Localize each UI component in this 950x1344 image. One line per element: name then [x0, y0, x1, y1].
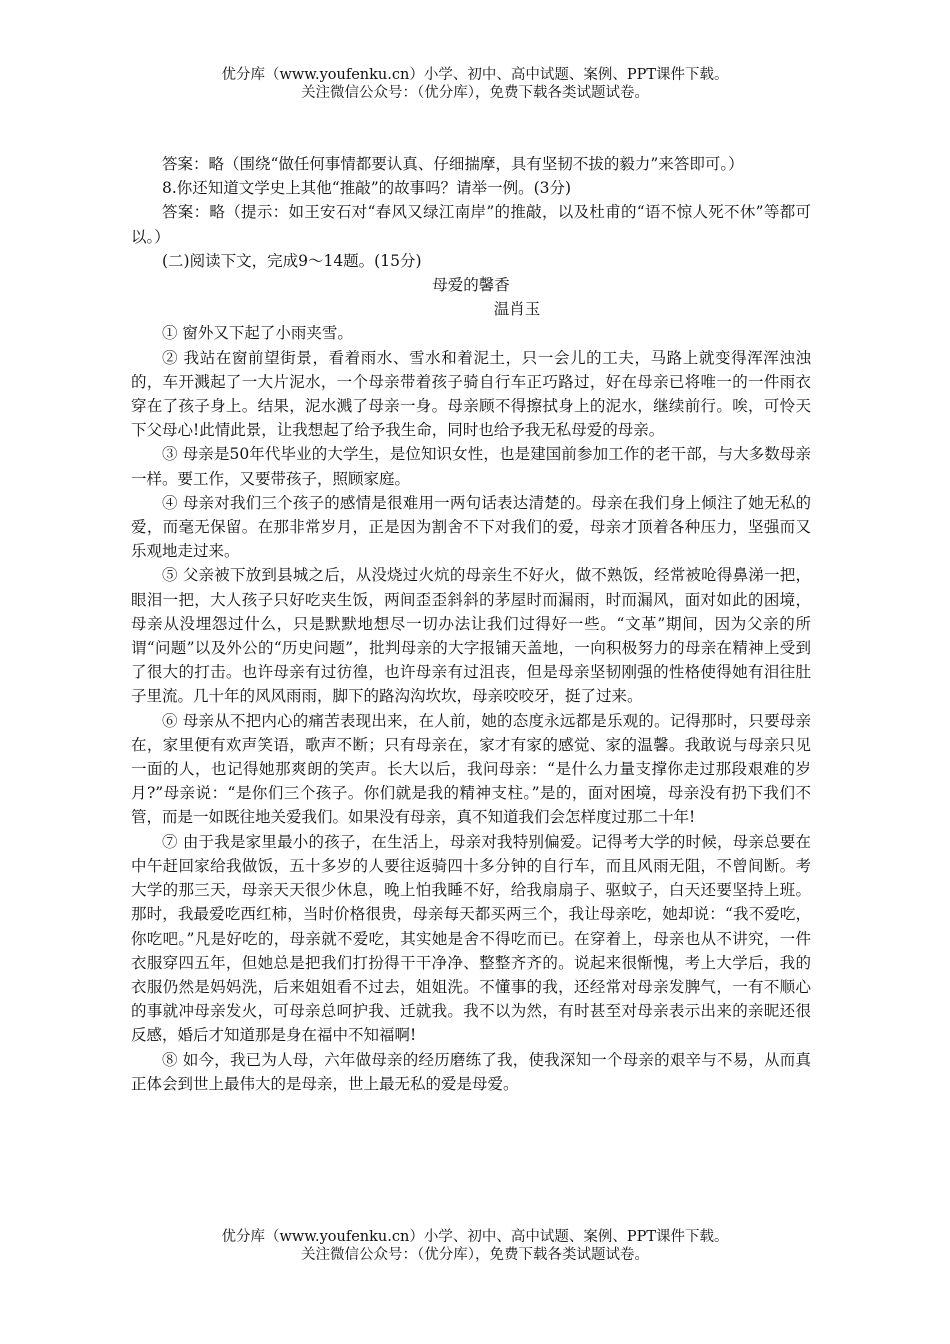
- question-8: 8.你还知道文学史上其他“推敲”的故事吗？请举一例。(3分): [162, 179, 572, 198]
- page-header: [0, 66, 950, 102]
- footer-line-2: 关注微信公众号：（优分库），免费下载各类试题试卷。: [301, 1247, 649, 1263]
- answer-8: 答案：略（提示：如王安石对“春风又绿江南岸”的推敲，以及杜甫的“语不惊人死不休”等都可以。）: [131, 203, 811, 246]
- paragraph-7: ⑦ 由于我是家里最小的孩子，在生活上，母亲对我特别偏爱。记得考大学的时候，母亲总要在中午赶回家给我做饭，五十多岁的人要往返骑四十多分钟的自行车，而且风雨无阻，不曾间断。考大学的那三天，母亲天天很少休息，晚上怕我睡不好，给我扇扇子、驱蚊子，白天还要坚持上班。那时，我最爱吃西红柿，当时价格很贵，母亲每天都买两三个，我让母亲吃，她却说：“我不爱吃，你吃吧。”凡是好吃的，母亲就不爱吃，其实她是舍不得吃而已。在穿着上，母亲也从不讲究，一件衣服穿四五年，但她总是把我们打扮得干干净净、整整齐齐的。说起来很惭愧，考上大学后，我的衣服仍然是妈妈洗，后来姐姐看不过去，姐姐洗。不懂事的我，还经常对母亲发脾气，一有不顺心的事就冲母亲发火，可母亲总呵护我、迁就我。我不以为然，有时甚至对母亲表示出来的亲昵还很反感，婚后才知道那是身在福中不知福啊!: [131, 832, 811, 1045]
- article-author: 温肖玉: [493, 300, 541, 319]
- article-title: 母爱的馨香: [432, 276, 510, 295]
- answer-7: 答案：略（围绕“做任何事情都要认真、仔细揣摩，具有坚韧不拔的毅力”来答即可。）: [162, 155, 744, 173]
- header-line-2: 关注微信公众号：（优分库），免费下载各类试题试卷。: [301, 85, 649, 101]
- paragraph-1: ① 窗外又下起了小雨夹雪。: [162, 324, 353, 343]
- section-2-instructions: (二)阅读下文，完成9～14题。(15分): [162, 251, 422, 270]
- paragraph-8: ⑧ 如今，我已为人母，六年做母亲的经历磨练了我，使我深知一个母亲的艰辛与不易，从而真正体会到世上最伟大的是母亲，世上最无私的爱是母爱。: [131, 1050, 811, 1093]
- paragraph-2: ② 我站在窗前望街景，看着雨水、雪水和着泥土，只一会儿的工夫，马路上就变得浑浑浊浊的，车开溅起了一大片泥水，一个母亲带着孩子骑自行车正巧路过，好在母亲已将唯一的一件雨衣穿在了孩子身上。结果，泥水溅了母亲一身。母亲顾不得擦拭身上的泥水，继续前行。唉，可怜天下父母心!此情此景，让我想起了给予我生命，同时也给予我无私母爱的母亲。: [131, 348, 811, 440]
- paragraph-4: ④ 母亲对我们三个孩子的感情是很难用一两句话表达清楚的。母亲在我们身上倾注了她无私的爱，而毫无保留。在那非常岁月，正是因为割舍不下对我们的爱，母亲才顶着各种压力，坚强而又乐观地走过来。: [131, 493, 811, 561]
- paragraph-3: ③ 母亲是50年代毕业的大学生，是位知识女性，也是建国前参加工作的老干部，与大多数母亲一样。要工作，又要带孩子，照顾家庭。: [131, 445, 811, 488]
- paragraph-6: ⑥ 母亲从不把内心的痛苦表现出来，在人前，她的态度永远都是乐观的。记得那时，只要母亲在，家里便有欢声笑语，歌声不断；只有母亲在，家才有家的感觉、家的温馨。我敢说与母亲只见一面的人，也记得她那爽朗的笑声。长大以后，我问母亲：“是什么力量支撑你走过那段艰难的岁月?”母亲说：“是你们三个孩子。你们就是我的精神支柱。”是的，面对困境，母亲没有扔下我们不管，而是一如既往地关爱我们。如果没有母亲，真不知道我们会怎样度过那二十年!: [131, 711, 811, 827]
- page-footer: [0, 1228, 950, 1264]
- paragraph-5: ⑤ 父亲被下放到县城之后，从没烧过火炕的母亲生不好火，做不熟饭，经常被呛得鼻涕一把，眼泪一把，大人孩子只好吃夹生饭，两间歪歪斜斜的茅屋时而漏雨，时而漏风，面对如此的困境，母亲从没埋怨过什么，只是默默地想尽一切办法让我们过得好一些。“文革”期间，因为父亲的所谓“问题”以及外公的“历史问题”，批判母亲的大字报铺天盖地，一向积极努力的母亲在精神上受到了很大的打击。也许母亲有过彷徨，也许母亲有过沮丧，但是母亲坚韧刚强的性格使得她有泪往肚子里流。几十年的风风雨雨，脚下的路沟沟坎坎，母亲咬咬牙，挺了过来。: [131, 566, 811, 706]
- footer-line-1: 优分库（www.youfenku.cn）小学、初中、高中试题、案例、PPT课件下载。: [221, 1229, 729, 1245]
- document-body: [131, 152, 811, 1096]
- header-line-1: 优分库（www.youfenku.cn）小学、初中、高中试题、案例、PPT课件下载。: [221, 67, 729, 83]
